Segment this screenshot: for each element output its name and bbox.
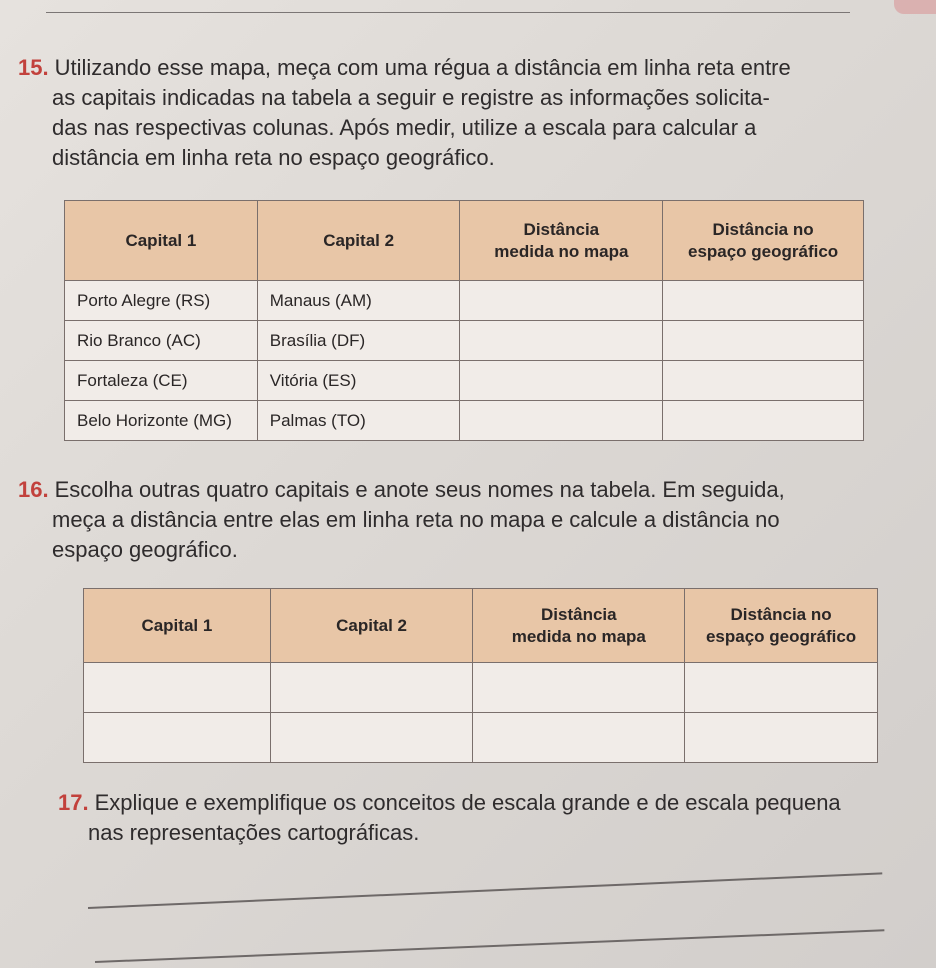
capital-2-cell: Manaus (AM) [257,281,460,321]
table-row [65,361,864,401]
capital-2-cell: Vitória (ES) [257,361,460,401]
capital-1-cell[interactable] [84,713,271,763]
chosen-capitals-table [83,588,878,763]
geographic-distance-cell[interactable] [685,713,878,763]
capital-1-cell: Fortaleza (CE) [65,361,258,401]
map-distance-cell[interactable] [460,281,663,321]
capital-1-cell: Belo Horizonte (MG) [65,401,258,441]
capital-2-cell: Palmas (TO) [257,401,460,441]
map-distance-cell[interactable] [460,361,663,401]
answer-line[interactable] [88,872,882,908]
capital-2-cell[interactable] [270,663,473,713]
question-text-line: distância em linha reta no espaço geográfico. [52,145,495,170]
table-row [84,663,878,713]
question-text-line: Escolha outras quatro capitais e anote seus nomes na tabela. Em seguida, [54,477,785,502]
capital-1-cell[interactable] [84,663,271,713]
geographic-distance-cell[interactable] [663,281,864,321]
header-capital-2: Capital 2 [270,589,473,663]
answer-line[interactable] [95,929,884,962]
header-capital-1: Capital 1 [84,589,271,663]
page-corner-mark [894,0,936,14]
question-text-line: das nas respectivas colunas. Após medir, utilize a escala para calcular a [52,115,757,140]
question-15 [18,53,878,173]
map-distance-cell[interactable] [460,401,663,441]
table-row [65,281,864,321]
geographic-distance-cell[interactable] [663,361,864,401]
table-header-row [65,201,864,281]
header-map-distance: Distância medida no mapa [473,589,685,663]
map-distance-cell[interactable] [460,321,663,361]
table-row [65,321,864,361]
header-geographic-distance: Distância no espaço geográfico [663,201,864,281]
table-header-row [84,589,878,663]
capital-2-cell[interactable] [270,713,473,763]
top-divider [46,12,850,13]
question-text-line: Utilizando esse mapa, meça com uma régua a distância em linha reta entre [54,55,791,80]
capital-2-cell: Brasília (DF) [257,321,460,361]
capital-1-cell: Rio Branco (AC) [65,321,258,361]
question-16 [18,475,878,565]
question-17 [58,788,918,848]
question-text-line: as capitais indicadas na tabela a seguir e registre as informações solicita- [52,85,770,110]
question-text-line: nas representações cartográficas. [88,820,420,845]
map-distance-cell[interactable] [473,663,685,713]
geographic-distance-cell[interactable] [685,663,878,713]
header-map-distance: Distância medida no mapa [460,201,663,281]
question-number: 16. [18,477,49,502]
header-capital-2: Capital 2 [257,201,460,281]
table-row [84,713,878,763]
capitals-distance-table [64,200,864,441]
header-geographic-distance: Distância no espaço geográfico [685,589,878,663]
geographic-distance-cell[interactable] [663,321,864,361]
question-number: 17. [58,790,89,815]
question-text-line: espaço geográfico. [52,537,238,562]
map-distance-cell[interactable] [473,713,685,763]
header-capital-1: Capital 1 [65,201,258,281]
question-number: 15. [18,55,49,80]
table-row [65,401,864,441]
question-text-line: Explique e exemplifique os conceitos de escala grande e de escala pequena [94,790,841,815]
capital-1-cell: Porto Alegre (RS) [65,281,258,321]
geographic-distance-cell[interactable] [663,401,864,441]
question-text-line: meça a distância entre elas em linha reta no mapa e calcule a distância no [52,507,780,532]
